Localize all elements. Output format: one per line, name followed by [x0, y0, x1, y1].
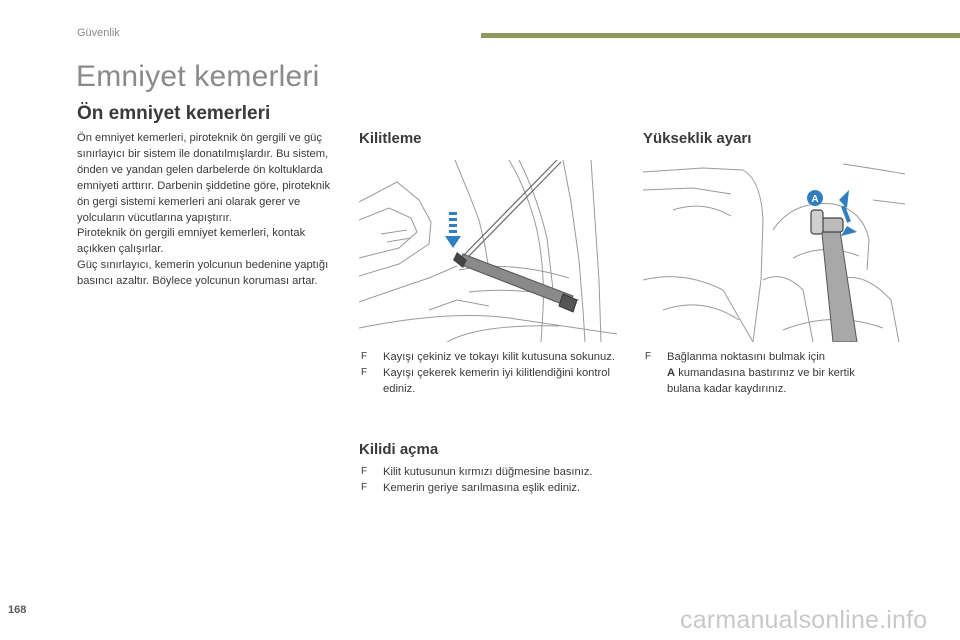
blue-arrow-icon: [445, 212, 461, 248]
unlocking-steps: [359, 464, 629, 496]
list-item: F Bağlanma noktasını bulmak için A kumandasına bastırınız ve bir kertik bulana kadar kaydırınız.: [645, 351, 855, 395]
list-item: F Kayışı çekiniz ve tokayı kilit kutusuna sokunuz.: [361, 351, 615, 363]
bullet-marker: F: [361, 367, 368, 378]
section-title: Ön emniyet kemerleri: [77, 103, 271, 124]
page-title: Emniyet kemerleri: [76, 60, 320, 93]
height-adjust-heading: Yükseklik ayarı: [643, 130, 752, 147]
bullet-marker: F: [361, 482, 368, 493]
watermark: carmanualsonline.info: [680, 606, 928, 634]
header-accent-bar: [481, 33, 960, 38]
bullet-marker: F: [645, 351, 652, 362]
bullet-marker: F: [361, 351, 368, 362]
height-adjust-steps: [643, 349, 888, 397]
list-item: F Kayışı çekerek kemerin iyi kilitlendiğini kontrol ediniz.: [361, 367, 610, 395]
locking-heading: Kilitleme: [359, 130, 422, 147]
height-adjust-illustration: [643, 160, 905, 342]
list-item: F Kilit kutusunun kırmızı düğmesine basınız.: [361, 466, 593, 478]
bullet-marker: F: [361, 466, 368, 477]
intro-paragraph: Ön emniyet kemerleri, piroteknik ön gergili ve güç sınırlayıcı bir sistem ile donatılmışlardır. Bu sistem, önden ve yandan gelen darbelerde ön koltuklarda emniyeti arttırır. Darbenin şiddetine göre, piroteknik ön gergi sistemi kemerleri ani olarak gerer ve yolcuların vücutlarına yapıştırır.: [77, 132, 331, 224]
marker-a-label: A: [811, 194, 819, 205]
list-item: F Kemerin geriye sarılmasına eşlik ediniz.: [361, 482, 581, 494]
section-header: Güvenlik: [77, 27, 120, 39]
page-number: 168: [8, 604, 27, 616]
intro-paragraph: Güç sınırlayıcı, kemerin yolcunun bedenine yaptığı basıncı azaltır. Böylece yolcunun koruması artar.: [77, 259, 329, 288]
locking-illustration: [359, 160, 617, 342]
control-a-label: A: [667, 367, 676, 379]
intro-text: [77, 131, 339, 290]
locking-steps: [359, 349, 624, 397]
unlocking-heading: Kilidi açma: [359, 441, 439, 458]
intro-paragraph: Piroteknik ön gergili emniyet kemerleri, kontak açıkken çalışırlar.: [77, 227, 306, 256]
